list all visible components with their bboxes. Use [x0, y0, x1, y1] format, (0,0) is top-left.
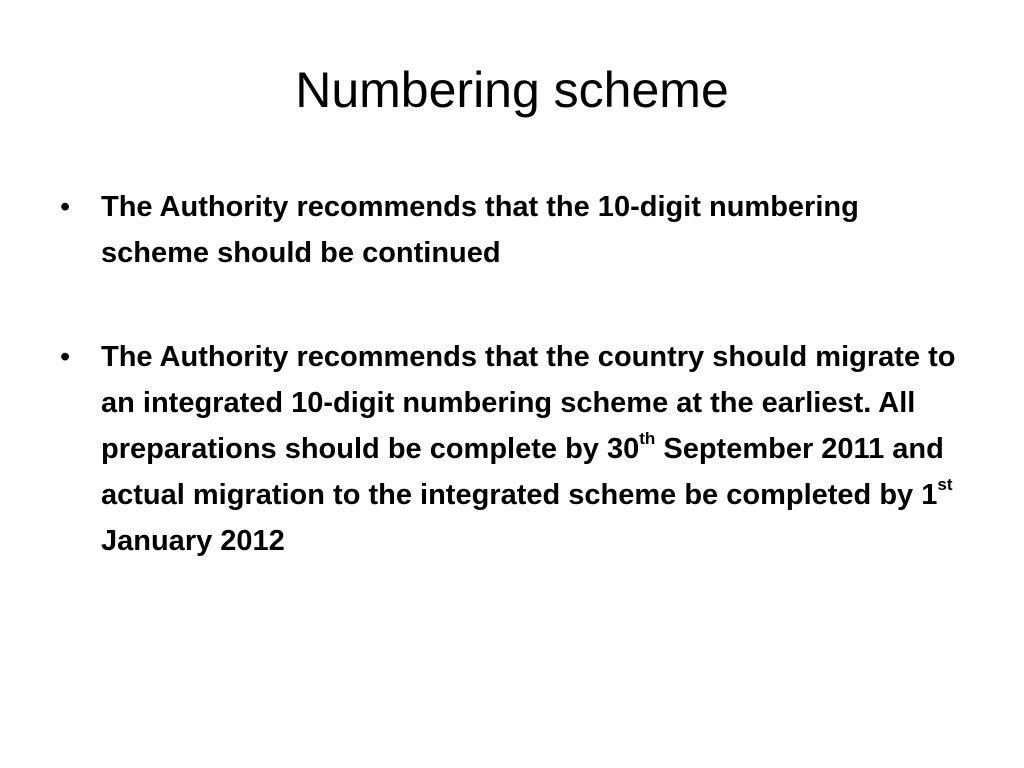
- bullet-item-1: [56, 184, 956, 276]
- bullet-dot-icon: •: [60, 191, 71, 223]
- bullet-dot-icon: •: [60, 341, 71, 373]
- bullet-list: [56, 184, 956, 622]
- ordinal-suffix-th: th: [639, 429, 656, 449]
- ordinal-suffix-st: st: [937, 475, 953, 495]
- bullet-text-part-b: September 2011 and actual migration to the integrated scheme be completed by 1: [101, 433, 944, 511]
- bullet-text-part-c: January 2012: [101, 525, 285, 557]
- slide-title: Numbering scheme: [295, 62, 729, 118]
- bullet-item-2: [56, 334, 956, 564]
- bullet-text: The Authority recommends that the 10-digit numbering scheme should be continued: [101, 191, 859, 269]
- bullet-text-part-a: The Authority recommends that the country should migrate to an integrated 10-digit numbering scheme at the earliest. All preparations should be complete by 30: [101, 341, 956, 465]
